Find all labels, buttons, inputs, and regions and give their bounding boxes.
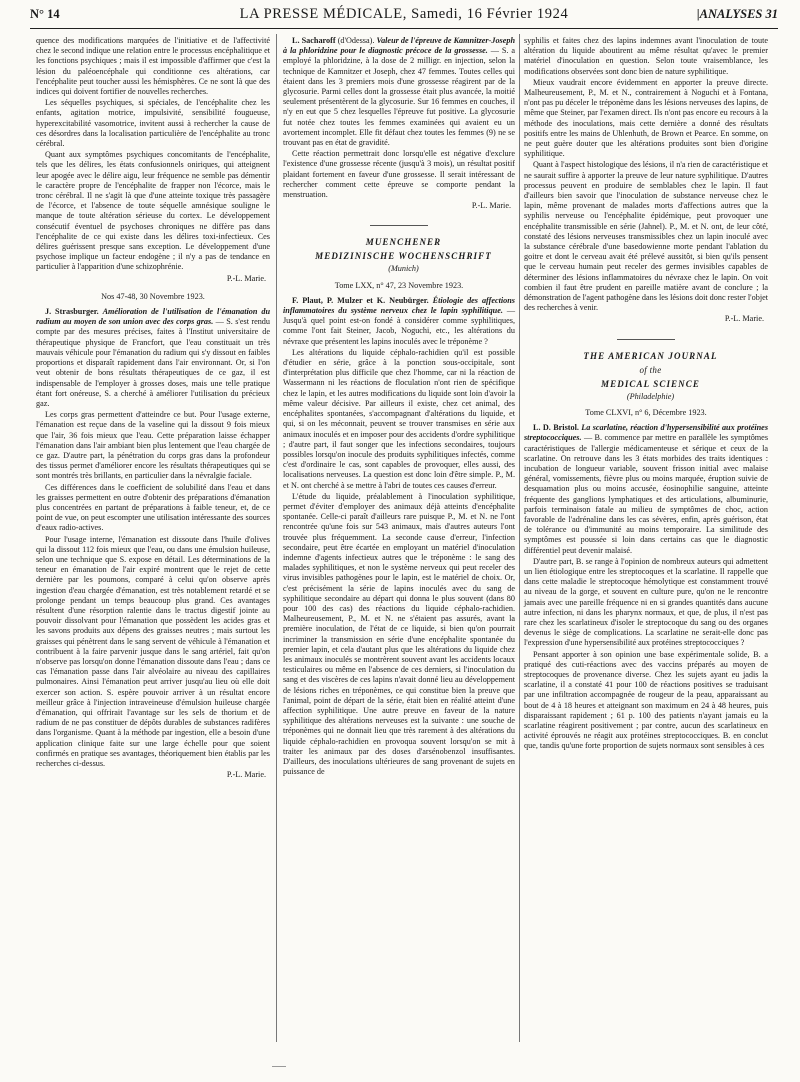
issue-date: Nos 47-48, 30 Novembre 1923.: [101, 291, 205, 301]
paragraph: Mieux vaudrait encore évidemment en apporter la preuve directe. Malheureusement, P., M. et N., contrairement à Noguchi et à Fontana, n'ont pas pu déceler le tréponème dans les lésions nerveuses des lapins, de même que Steiner, par l'examen direct. Ils n'ont pas encore eu recours à la méthode des inoculations, mais cette dernière a donné des résultats positifs entre les mains de Uhlenhuth, de Brown et Pearce. En somme, on ne peut guère douter que les altérations produites sont bien d'origine syphilitique.: [524, 77, 768, 159]
page-header: [30, 6, 778, 29]
paragraph: — Jusqu'à quel point est-on fondé à considérer comme syphilitiques, comme l'ont fait Steiner, Jacob, Noguchi, etc., les altérations du névraxe que présentent les lapins inoculés avec le tréponème ?: [283, 306, 516, 346]
signature: P.-L. Marie.: [226, 273, 266, 283]
paragraph: — S. s'est rendu compte par des mesures précises, faites à l'Institut universitaire de thérapeutique physique de Francfort, que l'eau constituait un très mauvais véhicule pour l'émanation du radium qui s'y dissout en faibles proportions et disparaît rapidement dans l'air environnant. Or, si l'on veut obtenir de bons résultats thérapeutiques de ce gaz, il est indispensable de l'employer à grosses doses, mais une telle pratique étant fort onéreuse, S. a cherché à améliorer l'utilisation du précieux gaz.: [36, 317, 270, 408]
column-rule: [519, 34, 520, 1042]
issue-date: Tome CLXVI, n° 6, Décembre 1923.: [585, 407, 707, 417]
paragraph: Les séquelles psychiques, si spéciales, de l'encéphalite chez les enfants, agitation motrice, impulsivité, sensibilité fougueuse, hyperexcitabilité vasomotrice, invitent aussi à rechercher la cause de ces désordres dans la localisation particulière de l'encéphalite au tronc cérébral.: [36, 98, 270, 149]
signature: P.-L. Marie.: [724, 314, 764, 324]
journal-name: MEDIZINISCHE WOCHENSCHRIFT: [315, 251, 492, 262]
article-title: La scarlatine, réaction d'hypersensibilité aux protéines streptococciques.: [524, 423, 769, 443]
article-author: L. Sacharoff: [292, 36, 336, 45]
paragraph: Les corps gras permettent d'atteindre ce but. Pour l'usage externe, l'émanation est reçue dans de la vaseline qui la dissout 9 fois mieux que l'air, 36 fois mieux que l'eau. Cette préparation laisse échapper l'émanation dans l'air ambiant bien plus lentement que l'eau chargée de ce gaz. D'autre part, la pénétration du corps gras dans la profondeur des tissus permet d'améliorer encore les résultats thérapeutiques qui se sont montrés très brillants, en particulier dans la névralgie faciale.: [36, 410, 270, 481]
paragraph: Quant aux symptômes psychiques concomitants de l'encéphalite, tels que les délires, les états confusionnels oniriques, qui atteignent leur apogée avec le délire aigu, leur fréquence ne semble pas démentir le caractère propre de l'encéphalite de frapper non l'écorce, mais le tronc cérébral. Il ne s'agit là que d'une atteinte toxique très passagère de l'écorce, et l'absence de toute séquelle amnésique souligne le manque de toute altération sérieuse du cortex. Le développement consécutif éventuel de psychoses chroniques ne diffère pas dans l'encéphalite de ce qui existe dans les délires toxi-infectieux. Ces délires guérissent presque sans exception. Le développement d'une psychose implique un facteur endogène ; il n'y a pas de tendance en particulier à l'apparition d'une schizophrénie.: [36, 150, 270, 272]
paragraph: quence des modifications marquées de l'initiative et de l'affectivité chez le second indique une relation entre le processus encéphalitique et les fonctions psychiques ; mais il est impossible d'affirmer que c'est la lésion du paléoencéphale qui conditionne ces altérations, car l'encéphalite peut toucher aussi les hémisphères. Ce ne sont là que des indices qui doivent fortifier de nouvelles recherches.: [36, 36, 270, 97]
article-title: Étiologie des affections inflammatoires du système nerveux chez le lapin syphilitique.: [283, 295, 515, 316]
column-left: [36, 36, 270, 788]
paragraph: Pour l'usage interne, l'émanation est dissoute dans l'huile d'olives qui la dissout 112 fois mieux que l'eau, ou dans une émulsion huileuse, selon une technique que S. expose en détail. Les déterminations de la teneur en émanation de l'air expiré montrent que le rejet de cette dernière par les poumons, comparé à celui qu'on observe après ingestion d'eau chargée d'émanation, est très notablement retardé et se prolonge pendant un temps beaucoup plus grand. Ces avantages résultent d'une résorption ralentie dans le tractus digestif jointe au pouvoir dissolvant pour l'émanation que possèdent les acides gras et les savons produits aux dépens des graisses neutres ; mais surtout les graisses qui pénètrent dans le sang servent de véhicule à l'émanation et contribuent à la faire parvenir jusque dans le sang artériel, fait qu'on n'observe pas lorsqu'on donne l'émanation dissoute dans l'eau ; dans ce cas l'émanation passe dans l'air alvéolaire au niveau des capillaires pulmonaires. Ainsi l'émanation peut arriver jusqu'au lieu où elle doit exercer son action. S. espère pouvoir arriver à un résultat encore meilleur grâce à l'injection intraveineuse d'émulsion huileuse chargée d'émanation, qui offrirait l'avantage sur les sels de thorium et de radium de ne pas constituer de dépôts durables de substances radifères dans l'organisme. Quant à la méthode par ingestion, elle a besoin d'une application clinique faite sur une large échelle pour que soient confirmés en pratique ses avantages, théoriquement bien établis par les recherches ci-dessus.: [36, 534, 270, 769]
article-lead: [36, 307, 270, 409]
article-title: Valeur de l'épreuve de Kamnitzer-Joseph à la phloridzine pour le diagnostic précoce de la grossesse.: [283, 36, 516, 56]
journal-city: (Philadelphie): [626, 391, 675, 401]
journal-running-title: LA PRESSE MÉDICALE, Samedi, 16 Février 1924: [239, 6, 569, 22]
signature: P.-L. Marie.: [471, 201, 511, 211]
column-middle: [283, 36, 515, 778]
paragraph: Pensant apporter à son opinion une base expérimentale solide, B. a pratiqué des cuti-réactions avec des vaccins préparés au moyen de streptocoques de provenance diverse. Chez les sujets ayant eu jadis la scarlatine, il a constaté 41 pour 100 de réactions positives se traduisant par une infiltration accompagnée de rougeur de la peau, apparaissant au bout de 4 à 18 heures et atteignant son maximum en 24 à 48 heures, puis disparaissant rapidement ; 61 p. 100 des patients n'ayant jamais eu la scarlatine réagirent positivement ; par contre, aucun des scarlatineux en activité éprouvés ne réagit aux protéines streptococciques. B. en conclut que, tandis qu'une forte proportion de sujets normaux sont sensibles à ces: [524, 649, 768, 751]
paragraph: — S. a employé la phloridzine, à la dose de 2 milligr. en injection, selon la technique de Kamnitzer et Joseph, chez 47 femmes. Toutes celles qui étaient dans les 3 premiers mois d'une grossesse réagirent par de la glycosurie. Parmi celles dont la grossesse était plus avancée, la moitié seulement présentèrent de la glycosurie. Sur 16 femmes en couches, il n'y en eut que 5 chez lesquelles l'épreuve fut positive. La glycosurie fut notée chez toutes les femmes examinées qui avaient eu un avortement incomplet. Elle fit défaut chez toutes les femmes (9) ne se trouvant pas en état de gravidité.: [283, 46, 516, 148]
paragraph: Ces différences dans le coefficient de solubilité dans l'eau et dans les graisses permettent en outre d'obtenir des préparations d'émanation plus concentrées en partant de préparations à faible teneur, et, de ce point de vue, on peut escompter une utilisation intéressante des sources d'eaux radio-actives.: [36, 482, 270, 533]
section-page-label: |ANALYSES 31: [696, 7, 778, 21]
issue-date: Tome LXX, n° 47, 23 Novembre 1923.: [334, 280, 464, 290]
journal-name: of the: [639, 364, 662, 375]
journal-name: THE AMERICAN JOURNAL: [583, 350, 718, 361]
issue-number: N° 14: [30, 7, 60, 21]
paragraph: syphilis et faites chez des lapins indemnes avant l'inoculation de toute altération du liquide aboutirent au même résultat qu'avec le premier matériel d'inoculation en question. Selon toute vraisemblance, les modifications observées sont donc bien de nature syphilitique.: [524, 36, 768, 76]
author-city: (d'Odessa).: [337, 36, 375, 45]
paragraph: Quant à l'aspect histologique des lésions, il n'a rien de caractéristique et ne saurait suffire à apporter la preuve de leur nature syphilitique. D'autres processus peuvent en produire de semblables chez le lapin. Il faut d'ailleurs bien savoir que l'inoculation de substance nerveuse chez le lapin, même provenant de malades morts d'affections autres que la syphilis nerveuse ou l'encéphalite épidémique, peut provoquer une encéphalite transmissible en série (Jahnel). P., M. et N. ont, de leur côté, constaté des lésions nerveuses transmissibles chez un lapin inoculé avec la substance cérébrale d'une basedowienne morte pendant l'ablation du goitre et dont le cerveau avait été prélevé aussitôt, si bien qu'ils pensent que le cerveau humain peut receler des germes invisibles capables de déterminer des lésions inflammatoires du névraxe chez le lapin. On voit combien il faut être prudent en pareille matière avant de conclure ; la démonstration de l'agent pathogène dans les lésions doit donc rester l'objet des recherches à venir.: [524, 160, 768, 313]
column-rule: [276, 34, 277, 1042]
article-lead: [524, 423, 768, 556]
paragraph: D'autre part, B. se range à l'opinion de nombreux auteurs qui admettent un lien étiologique entre les streptocoques et la scarlatine. Il rappelle que dans cette maladie le streptocoque hémolytique est constamment trouvé au niveau de la gorge, et souvent en culture pure, qu'on ne le rencontre jamais avec une pareille fréquence ni en si grandes quantités dans aucune autre infection, ni dans les pharynx normaux, et que, de plus, il n'est pas rare chez les scarlatineux d'isoler le streptocoque du sang ou des organes devenus le siège de complications. La scarlatine ne serait-elle donc pas l'expression d'une hypersensibilité aux protéines streptococciques ?: [524, 556, 768, 648]
column-right: [524, 36, 768, 753]
paragraph: — B. commence par mettre en parallèle les symptômes caractéristiques de l'allergie médicamenteuse et sérique et ceux de la scarlatine. On retrouve dans les 3 états morbides des traits identiques : incubation de longueur variable, souvent frisson initial avec malaise général, vomissements, fièvre plus ou moins marquée, éruption suivie de desquamation plus ou moins accusée, éosinophilie sanguine, atteinte fréquente des ganglions lymphatiques et des articulations, albuminurie, parfois terminaison fatale au milieu de symptômes de choc, action favorable de l'adrénaline dans les cas sévères, enfin, après guérison, état de tolérance ou d'immunité au moins temporaire. La similitude des symptômes est poussée si loin dans certains cas que le diagnostic différentiel peut devenir malaisé.: [524, 433, 768, 555]
signature: P.-L. Marie.: [226, 770, 266, 780]
journal-name: MEDICAL SCIENCE: [601, 378, 700, 389]
paragraph: L'étude du liquide, préalablement à l'inoculation syphilitique, permet d'éviter d'employer des animaux déjà atteints d'encéphalite spontanée. Celle-ci paraît d'ailleurs rare puisque P., M. et N. ne l'ont rencontrée qu'une fois sur 543 animaux, mais d'autres auteurs l'ont trouvée plus fréquemment. La seconde cause d'erreur, l'infection secondaire, peut être écartée en employant un matériel d'inoculation indemne d'agents infectieux autres que le tréponème : le sang des malades syphilitiques, et non le système nerveux qui peut receler des virus invisibles pathogènes pour le lapin, est le matériel de choix. Or, c'est précisément la série de lapins inoculés avec du sang de syphilitique secondaire au départ qui donna le plus souvent (dans 80 pour 100 des cas) des réactions du liquide céphalo-rachidien. Malheureusement, P., M. et N. ne s'étaient pas assurés, avant la première inoculation, de l'état de ce liquide, si bien qu'on pourrait incriminer la transmission en série d'une encéphalite spontanée du premier lapin, et cela d'autant plus que les altérations du liquide chez les animaux inoculés se montrèrent souvent avant les accidents locaux testiculaires ou même en l'absence de ces derniers, si l'inoculation du sang et des viscères de ces lapins n'avait donné lieu au développement de lésions riches en tréponèmes, ce qui constitue bien la preuve que l'animal, point de départ de la série, était bien en réalité atteint d'une affection syphilitique. Une autre preuve en faveur de la nature syphilitique des altérations nerveuses est la suivante : une souche de tréponèmes qui ne donnait lieu que très rarement à des altérations du liquide céphalo-rachidien en provoqua souvent lorsqu'on se mit à traiter les animaux par des doses d'arsénobenzol insuffisantes. D'ailleurs, des inoculations ultérieures de sang provenant de sujets en puissance de: [283, 491, 515, 777]
article-author: J. Strasburger.: [45, 307, 99, 317]
journal-city: (Munich): [388, 264, 419, 274]
divider: [370, 225, 428, 226]
article-lead: [283, 296, 515, 347]
footer-mark: [272, 1066, 286, 1067]
article-lead: [283, 36, 515, 148]
article-author: F. Plaut, P. Mulzer et K. Neubürger.: [292, 295, 429, 305]
article-title: Amélioration de l'utilisation de l'émanation du radium au moyen de son union avec des corps gras.: [36, 307, 271, 327]
paragraph: Les altérations du liquide céphalo-rachidien qu'il est possible d'étudier en série, grâce à la ponction sous-occipitale, sont d'interprétation plus difficile que chez l'homme, car ni la réaction de Wassermann ni les réactions de floculation n'ont rien de spécifique chez le lapin, et les autres modifications du liquide sont loin d'avoir la même valeur décisive. Par ailleurs il existe, chez cet animal, des encéphalites spontanées, s'accompagnant d'altérations du liquide, et qui, si on les méconnait, peuvent se trouver transmises en série aux animaux inoculés et en imposer pour des accidents d'ordre syphilitique ; d'autre part, il faut songer que les infections secondaires, toujours possibles lorsqu'on inocule des produits syphilitiques infectés, comme c'est d'ordinaire le cas, sont capables de provoquer, elles aussi, des localisations nerveuses. La question est donc loin d'être simple. P., M. et N. ont cherché à se mettre à l'abri de toutes ces causes d'erreur.: [283, 347, 515, 490]
paragraph: Cette réaction permettrait donc lorsqu'elle est négative d'exclure l'existence d'une grossesse récente (jusqu'à 3 mois), un résultat positif plaidant fortement en faveur d'une grossesse. Il serait intéressant de rechercher comment cette épreuve se comporte pendant la menstruation.: [283, 149, 515, 200]
article-author: L. D. Bristol.: [533, 423, 579, 433]
divider: [617, 339, 675, 340]
journal-name: MUENCHENER: [365, 237, 442, 248]
